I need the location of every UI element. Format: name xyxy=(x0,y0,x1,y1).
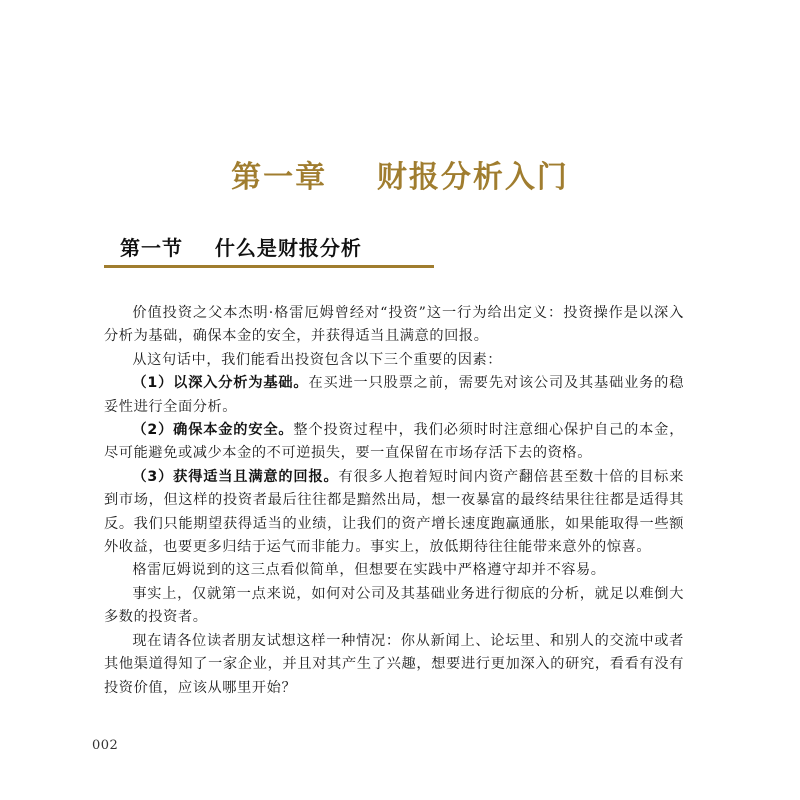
item-lead: （1）以深入分析为基础。 xyxy=(132,375,309,392)
section-underline xyxy=(104,265,434,268)
chapter-title: 第一章 财报分析入门 xyxy=(231,160,569,195)
page-number: 002 xyxy=(92,738,119,753)
paragraph-intro: 从这句话中，我们能看出投资包含以下三个重要的因素： xyxy=(132,351,503,368)
list-item-return xyxy=(104,466,684,560)
paragraph-definition: 价值投资之父本杰明·格雷厄姆曾经对“投资”这一行为给出定义：投资操作是以深入分析为基础，确保本金的安全，并获得适当且满意的回报。 xyxy=(104,305,684,345)
item-body: 有很多人抱着短时间内资产翻倍甚至数十倍的目标来到市场，但这样的投资者最后往往都是黯然出局，想一夜暴富的最终结果往往都是适得其反。我们只能期望获得适当的业绩，让我们的资产增长速度跑赢通胀，如果能取得一些额外收益，也要更多归结于运气而非能力。事实上，放低期待往往能带来意外的惊喜。 xyxy=(104,468,684,556)
item-lead: （3）获得适当且满意的回报。 xyxy=(132,468,339,485)
item-body: 整个投资过程中，我们必须时时注意细心保护自己的本金，尽可能避免或减少本金的不可逆损失，要一直保留在市场存活下去的资格。 xyxy=(104,422,684,462)
section-title: 第一节 什么是财报分析 xyxy=(120,236,362,260)
body-text xyxy=(104,302,684,700)
section-heading xyxy=(104,232,434,270)
list-item-analysis xyxy=(104,372,684,419)
item-lead: （2）确保本金的安全。 xyxy=(132,422,294,439)
paragraph-first-point: 事实上，仅就第一点来说，如何对公司及其基础业务进行彻底的分析，就足以难倒大多数的投资者。 xyxy=(104,585,684,626)
list-item-principal xyxy=(104,419,684,466)
paragraph-scenario: 现在请各位读者朋友试想这样一种情况：你从新闻上、论坛里、和别人的交流中或者其他渠道得知了一家企业，并且对其产生了兴趣，想要进行更加深入的研究，看看有没有投资价值，应该从哪里开始？ xyxy=(104,632,684,696)
item-body: 在买进一只股票之前，需要先对该公司及其基础业务的稳妥性进行全面分析。 xyxy=(104,375,684,415)
paragraph-difficulty: 格雷厄姆说到的这三点看似简单，但想要在实践中严格遵守却并不容易。 xyxy=(132,562,606,579)
